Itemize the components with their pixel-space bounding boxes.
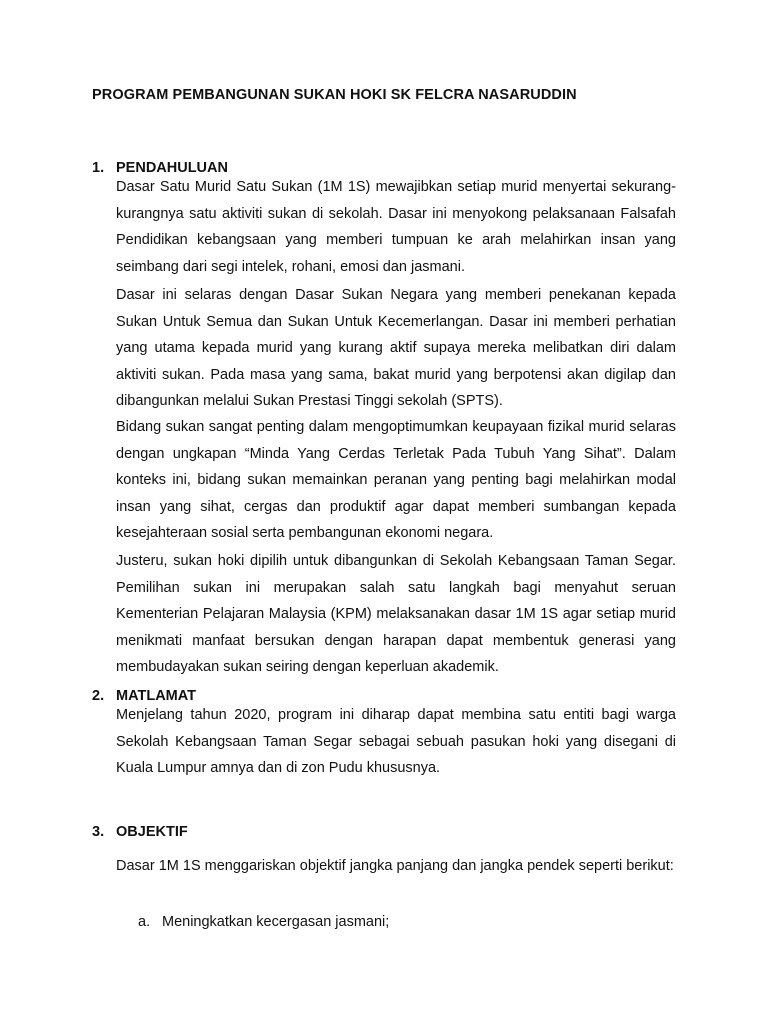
paragraph: Bidang sukan sangat penting dalam mengoptimumkan keupayaan fizikal murid selaras dengan ungkapan “Minda Yang Cerdas Terletak Pada Tubuh Yang Sihat”. Dalam konteks ini, bidang sukan memainkan peranan yang penting bagi melahirkan modal insan yang sihat, cergas dan produktif agar dapat memberi sumbangan kepada kesejahteraan sosial serta pembangunan ekonomi negara. bbox=[116, 419, 676, 541]
document-title: PROGRAM PEMBANGUNAN SUKAN HOKI SK FELCRA NASARUDDIN bbox=[92, 87, 577, 103]
section-heading-objektif: OBJEKTIF bbox=[116, 824, 188, 840]
section-heading-matlamat: MATLAMAT bbox=[116, 688, 196, 704]
section-heading-pendahuluan: PENDAHULUAN bbox=[116, 160, 228, 176]
list-item-marker: a. bbox=[138, 914, 151, 930]
paragraph: Dasar ini selaras dengan Dasar Sukan Negara yang memberi penekanan kepada Sukan Untuk Semua dan Sukan Untuk Kecemerlangan. Dasar ini memberi perhatian yang utama kepada murid yang kurang aktif supaya mereka melibatkan diri dalam aktiviti sukan. Pada masa yang sama, bakat murid yang berpotensi akan digilap dan dibangunkan melalui Sukan Prestasi Tinggi sekolah (SPTS). bbox=[116, 287, 676, 409]
paragraph: Justeru, sukan hoki dipilih untuk dibangunkan di Sekolah Kebangsaan Taman Segar. Pemilihan sukan ini merupakan salah satu langkah bagi menyahut seruan Kementerian Pelajaran Malaysia (KPM) melaksanakan dasar 1M 1S agar setiap murid menikmati manfaat bersukan dengan harapan dapat membentuk generasi yang membudayakan sukan seiring dengan keperluan akademik. bbox=[116, 553, 676, 675]
paragraph: Dasar 1M 1S menggariskan objektif jangka panjang dan jangka pendek seperti berikut: bbox=[116, 858, 674, 874]
section-number-objektif: 3. bbox=[92, 824, 105, 840]
paragraph: Menjelang tahun 2020, program ini diharap dapat membina satu entiti bagi warga Sekolah Kebangsaan Taman Segar sebagai sebuah pasukan hoki yang disegani di Kuala Lumpur amnya dan di zon Pudu khususnya. bbox=[116, 707, 676, 776]
section-number-pendahuluan: 1. bbox=[92, 160, 105, 176]
list-item: Meningkatkan kecergasan jasmani; bbox=[162, 914, 390, 930]
paragraph: Dasar Satu Murid Satu Sukan (1M 1S) mewajibkan setiap murid menyertai sekurang-kurangnya satu aktiviti sukan di sekolah. Dasar ini menyokong pelaksanaan Falsafah Pendidikan kebangsaan yang memberi tumpuan ke arah melahirkan insan yang seimbang dari segi intelek, rohani, emosi dan jasmani. bbox=[116, 179, 676, 275]
section-number-matlamat: 2. bbox=[92, 688, 105, 704]
